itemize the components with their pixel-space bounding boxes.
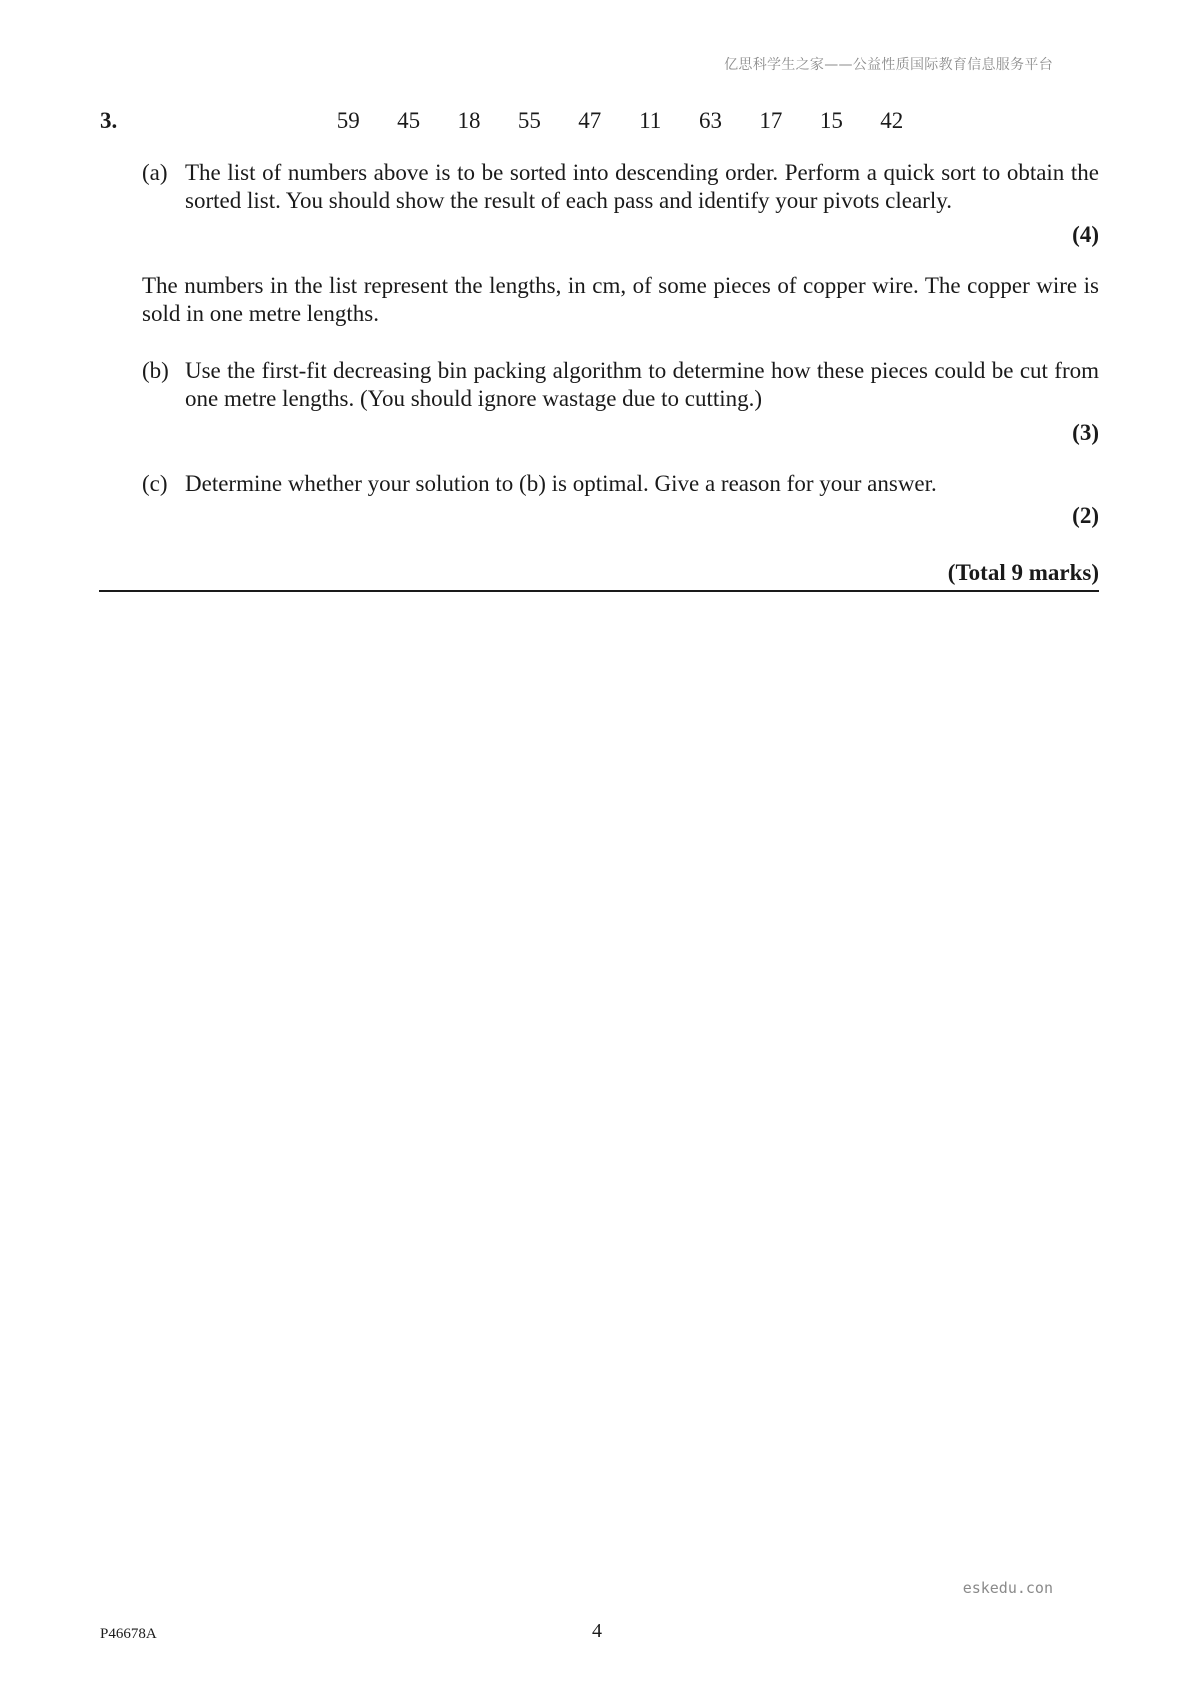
list-number: 15 (819, 108, 843, 133)
part-a (142, 159, 1099, 215)
list-number: 47 (578, 108, 602, 133)
total-marks: (Total 9 marks) (947, 560, 1099, 585)
number-list (318, 108, 922, 134)
list-number: 59 (336, 108, 360, 133)
list-number: 55 (517, 108, 541, 133)
context-paragraph: The numbers in the list represent the lengths, in cm, of some pieces of copper wire. The copper wire is sold in one metre lengths. (142, 273, 1099, 326)
list-number: 17 (759, 108, 783, 133)
header-watermark: 亿思科学生之家——公益性质国际教育信息服务平台 (724, 57, 1053, 73)
paper-code: P46678A (100, 1626, 157, 1642)
part-b-text: Use the first-fit decreasing bin packing algorithm to determine how these pieces could be cut from one metre lengths. (You should ignore wastage due to cutting.) (185, 358, 1099, 411)
part-c-label: (c) (142, 471, 168, 496)
part-a-label: (a) (142, 160, 168, 185)
list-number: 11 (639, 108, 662, 133)
footer-watermark: eskedu.con (962, 1579, 1053, 1597)
part-c (142, 470, 1099, 498)
part-a-marks: (4) (1072, 222, 1099, 247)
list-number: 45 (397, 108, 421, 133)
part-b (142, 357, 1099, 413)
part-b-label: (b) (142, 358, 169, 383)
part-c-text: Determine whether your solution to (b) is optimal. Give a reason for your answer. (185, 471, 937, 496)
part-b-marks: (3) (1072, 420, 1099, 445)
list-number: 18 (457, 108, 481, 133)
page-number: 4 (592, 1620, 602, 1642)
part-a-text: The list of numbers above is to be sorted into descending order. Perform a quick sort to obtain the sorted list. You should show the result of each pass and identify your pivots clearly. (185, 160, 1099, 213)
list-number: 63 (699, 108, 723, 133)
list-number: 42 (880, 108, 904, 133)
section-divider (99, 590, 1099, 592)
question-number: 3. (100, 108, 118, 133)
part-c-marks: (2) (1072, 503, 1099, 528)
